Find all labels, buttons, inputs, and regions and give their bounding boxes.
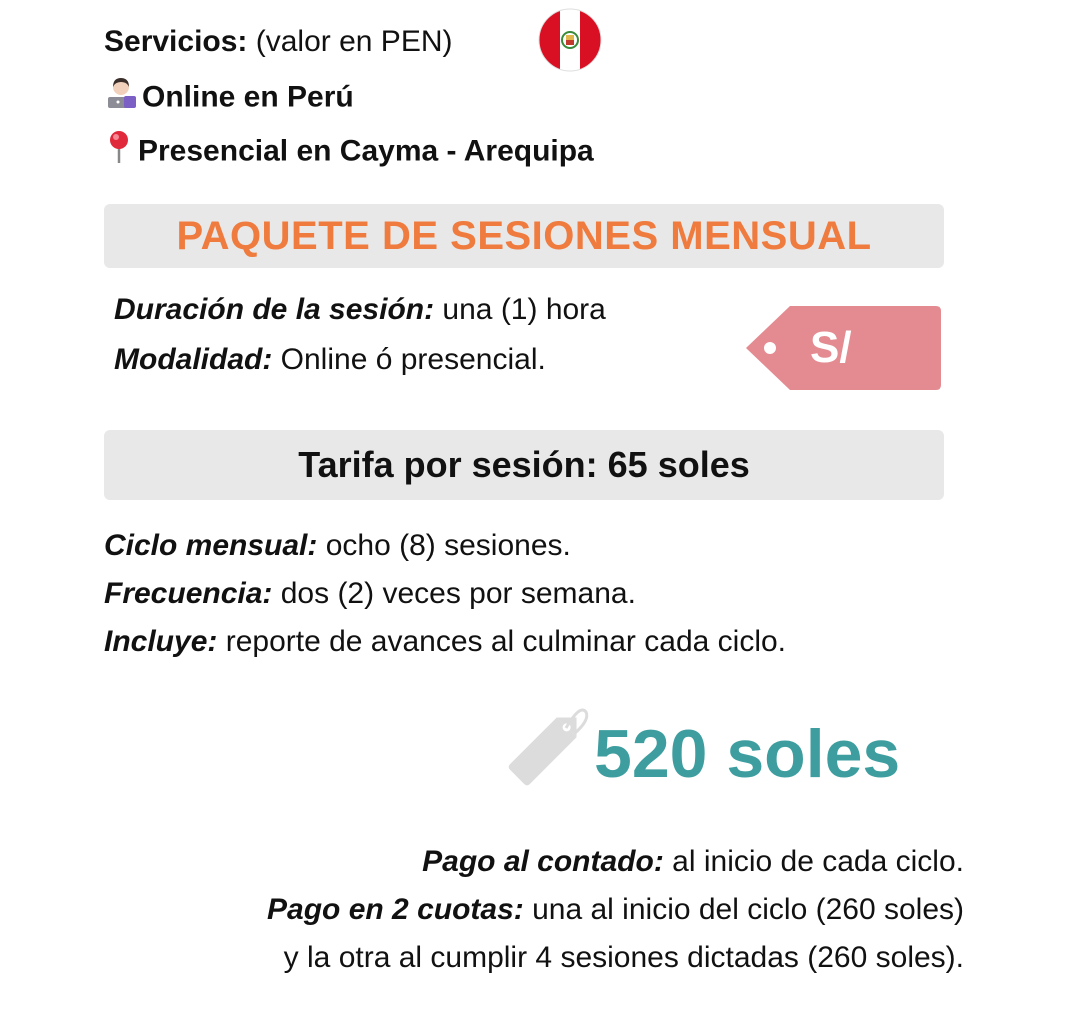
tarifa-box bbox=[104, 430, 944, 500]
ciclo-value: ocho (8) sesiones. bbox=[317, 529, 571, 562]
tarifa-title: Tarifa por sesión: 65 soles bbox=[298, 444, 750, 485]
frecuencia-line bbox=[104, 574, 636, 614]
package-title-box bbox=[104, 204, 944, 268]
woman-technologist-icon bbox=[104, 76, 138, 121]
incluye-line bbox=[104, 622, 786, 662]
online-line bbox=[104, 76, 354, 121]
pago-cuotas-line bbox=[267, 890, 964, 930]
pago-contado-label: Pago al contado: bbox=[422, 845, 664, 878]
servicios-line bbox=[104, 22, 453, 62]
round-pushpin-icon bbox=[104, 130, 134, 175]
presencial-text: Presencial en Cayma - Arequipa bbox=[138, 134, 594, 168]
total-price: 520 soles bbox=[594, 716, 901, 792]
pago-cuotas-value: una al inicio del ciclo (260 soles) bbox=[523, 893, 964, 926]
servicios-value: (valor en PEN) bbox=[247, 25, 453, 58]
incluye-label: Incluye: bbox=[104, 625, 218, 658]
pago-cuotas-line-2 bbox=[284, 938, 964, 978]
ciclo-label: Ciclo mensual: bbox=[104, 529, 318, 562]
ciclo-line bbox=[104, 526, 571, 566]
frecuencia-value: dos (2) veces por semana. bbox=[272, 577, 636, 610]
soles-tag-text: S/ bbox=[810, 323, 852, 372]
modalidad-label: Modalidad: bbox=[114, 343, 273, 376]
online-text: Online en Perú bbox=[142, 80, 354, 114]
package-title: PAQUETE DE SESIONES MENSUAL bbox=[176, 213, 872, 258]
duracion-line bbox=[114, 290, 606, 330]
pago-cuotas-label: Pago en 2 cuotas: bbox=[267, 893, 524, 926]
duracion-value: una (1) hora bbox=[434, 293, 606, 326]
price-tag-icon bbox=[496, 698, 592, 798]
pago-cuotas-value-2: y la otra al cumplir 4 sesiones dictadas (260 soles). bbox=[283, 941, 964, 974]
duracion-label: Duración de la sesión: bbox=[114, 293, 435, 326]
pago-contado-value: al inicio de cada ciclo. bbox=[663, 845, 964, 878]
presencial-line bbox=[104, 130, 594, 175]
incluye-value: reporte de avances al culminar cada ciclo. bbox=[217, 625, 786, 658]
modalidad-value: Online ó presencial. bbox=[272, 343, 546, 376]
servicios-label: Servicios: bbox=[104, 25, 248, 58]
modalidad-line bbox=[114, 340, 546, 380]
pago-contado-line bbox=[422, 842, 964, 882]
peru-flag-icon bbox=[538, 8, 602, 72]
frecuencia-label: Frecuencia: bbox=[104, 577, 273, 610]
soles-tag-icon bbox=[744, 304, 942, 392]
